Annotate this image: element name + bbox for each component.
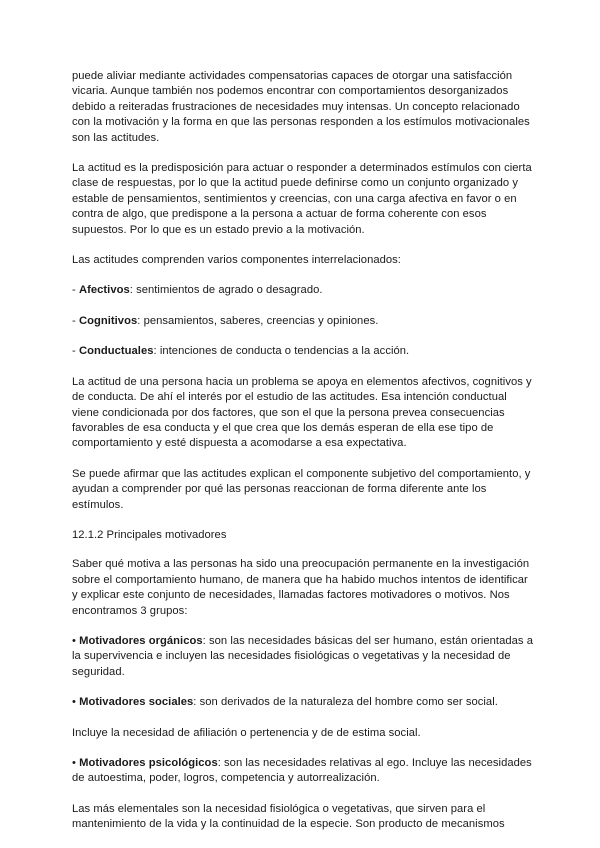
paragraph-attitude-subjective: Se puede afirmar que las actitudes explican el componente subjetivo del comportamiento, y ayudan a comprender por qué las personas reaccionan de forma diferente ante los estímulos. (72, 467, 531, 511)
term-organic: Motivadores orgánicos (79, 634, 203, 647)
motivator-organic (72, 634, 536, 680)
component-behavioral (72, 344, 536, 359)
paragraph-attitude-elements: La actitud de una persona hacia un problema se apoya en elementos afectivos, cognitivos y de conducta. De ahí el interés por el estudio de las actitudes. Esa intención conductual viene condicionada por dos factores, que son el que la persona prevea consecuencias favorables de esa conducta y el que crea que los demás esperan de ella ese tipo de comportamiento y esté dispuesta a acomodarse a esa expectativa. (72, 375, 532, 450)
term-description: : intenciones de conducta o tendencias a la acción. (153, 345, 410, 358)
term-behavioral: Conductuales (78, 345, 154, 358)
bullet: • (72, 634, 80, 647)
list-prefix: - (72, 345, 79, 358)
paragraph-attitude-definition: La actitud es la predisposición para actuar o responder a determinados estímulos con cierta clase de respuestas, por lo que la actitud puede definirse como un conjunto organizado y estable de pensamientos, sentimientos y creencias, con una carga afectiva en favor o en contra de algo, que predispone a la persona a actuar de forma coherente con esos supuestos. Por lo que es un estado previo a la motivación. (72, 162, 532, 236)
paragraph-intro: puede aliviar mediante actividades compensatorias capaces de otorgar una satisfacción vicaria. Aunque también nos podemos encontrar con comportamientos desorganizados debido a reiteradas frustraciones de necesidades muy intensas. Un concepto relacionado con la motivación y la forma en que las personas responden a los estímulos motivacionales son las actitudes. (72, 70, 530, 144)
section-heading: 12.1.2 Principales motivadores (72, 528, 227, 541)
term-description: : pensamientos, saberes, creencias y opiniones. (137, 314, 379, 327)
term-psychological: Motivadores psicológicos (79, 757, 218, 769)
paragraph-motivators-intro: Saber qué motiva a las personas ha sido una preocupación permanente en la investigación sobre el comportamiento humano, de manera que ha habido muchos intentos de identificar y explicar este conjunto de necesidades, llamadas factores motivadores o motivos. Nos encontramos 3 grupos: (72, 558, 530, 617)
bullet: • (72, 696, 80, 709)
component-cognitive (72, 314, 536, 329)
paragraph-components-intro: Las actitudes comprenden varios componentes interrelacionados: (72, 254, 401, 267)
list-prefix: - (72, 314, 79, 327)
term-description: : son las necesidades básicas del ser humano, están orientadas a la supervivencia e incluyen las necesidades fisiológicas o vegetativas y la necesidad de seguridad. (72, 634, 533, 678)
paragraph-social-includes: Incluye la necesidad de afiliación o pertenencia y de de estima social. (72, 726, 421, 739)
list-prefix: - (72, 284, 79, 297)
bullet: • (72, 757, 80, 769)
term-social: Motivadores sociales (79, 696, 194, 709)
motivator-psychological (72, 756, 536, 787)
term-cognitive: Cognitivos (78, 314, 138, 327)
component-affective (72, 283, 536, 298)
motivator-social (72, 695, 536, 710)
term-description: : son derivados de la naturaleza del hombre como ser social. (193, 696, 498, 709)
term-affective: Afectivos (78, 284, 130, 297)
paragraph-elementary-needs: Las más elementales son la necesidad fisiológica o vegetativas, que sirven para el mantenimiento de la vida y la continuidad de la especie. Son producto de mecanismos (72, 802, 505, 831)
term-description: : sentimientos de agrado o desagrado. (129, 284, 323, 297)
term-description: : son las necesidades relativas al ego. Incluye las necesidades de autoestima, poder, logros, competencia y autorrealización. (72, 757, 532, 785)
